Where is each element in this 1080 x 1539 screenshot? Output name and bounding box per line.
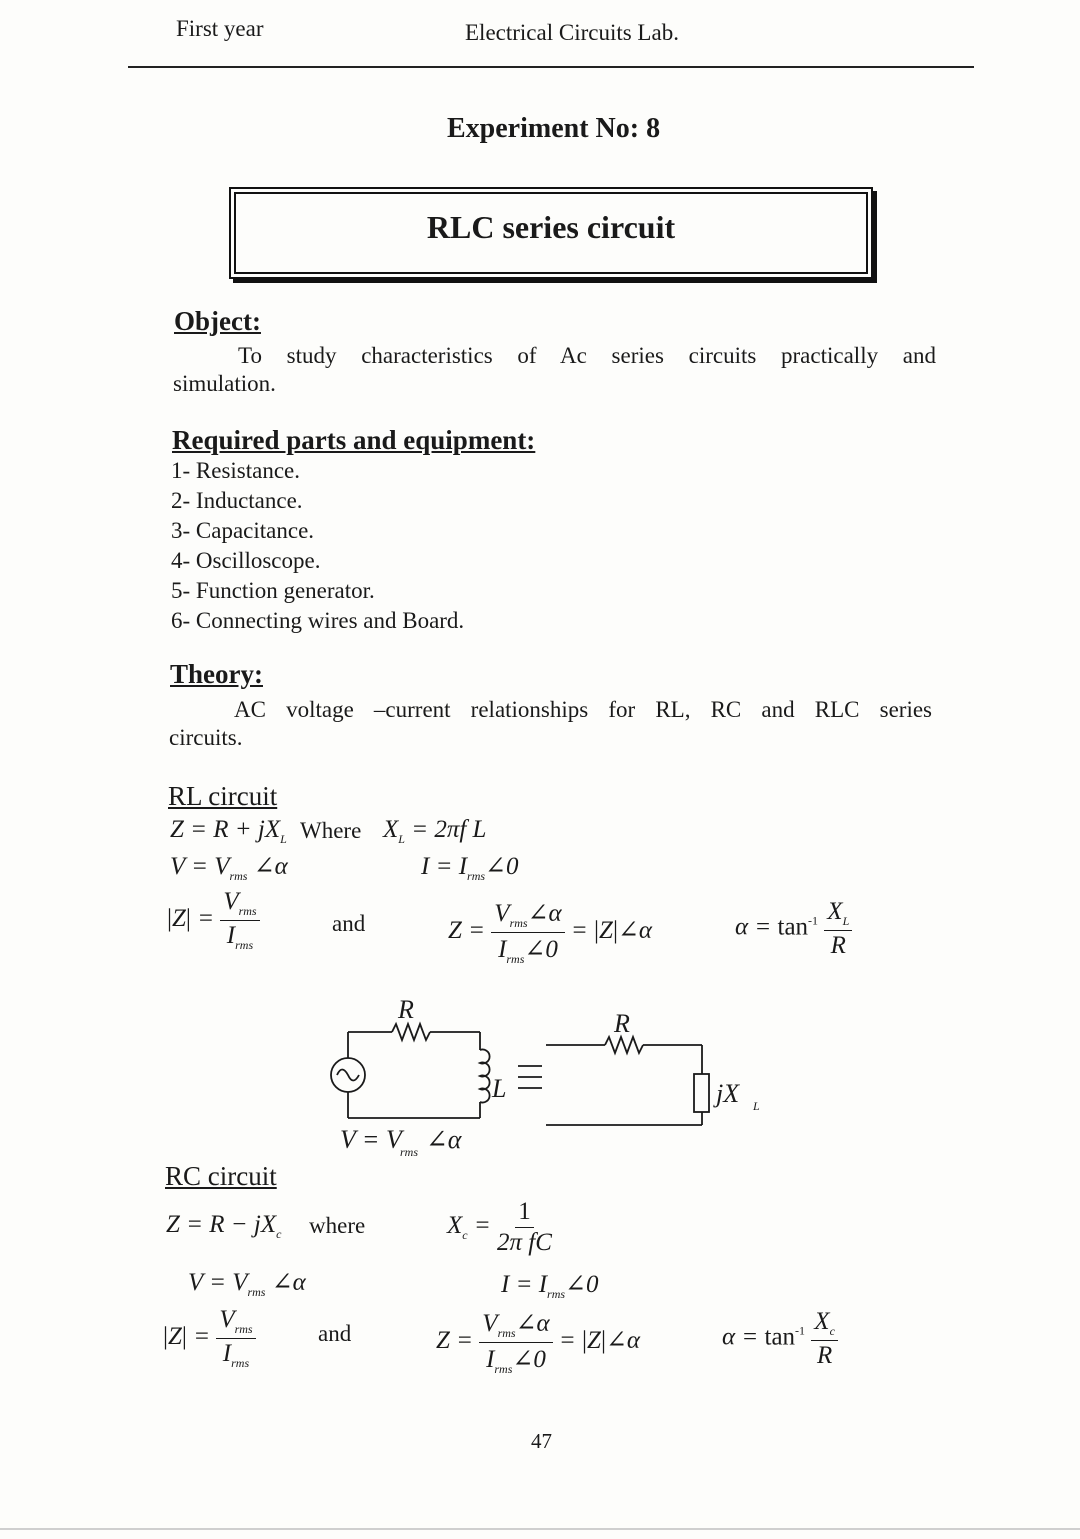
rc-impedance-eq: $Z = R - jX_c$: [166, 1211, 282, 1241]
rc-heading: RC circuit: [165, 1161, 277, 1191]
theory-text-line1: AC voltage –current relationships for RL, RC and RLC series: [234, 697, 932, 722]
inductor-icon: [480, 1050, 490, 1103]
page-number: 47: [531, 1429, 552, 1453]
rl-label-r2: R: [614, 1009, 630, 1038]
rc-current-eq: $I = I_{rms}\angle 0$: [501, 1271, 599, 1301]
impedance-box: [694, 1074, 709, 1112]
rl-angle-eq: $\alpha = \tan^{-1}$ $\frac{X_L}{R}$: [735, 898, 852, 960]
list-item: 5- Function generator.: [171, 578, 375, 603]
required-heading: Required parts and equipment:: [172, 425, 536, 455]
list-item: 6- Connecting wires and Board.: [171, 608, 465, 633]
resistor-icon: [605, 1037, 643, 1053]
list-item: 4- Oscilloscope.: [171, 548, 321, 573]
rl-and: and: [332, 911, 366, 936]
header-center: Electrical Circuits Lab.: [465, 20, 679, 45]
theory-heading: Theory:: [170, 659, 263, 689]
rl-source-sub: rms: [400, 1145, 419, 1159]
rc-and: and: [318, 1321, 352, 1346]
rc-voltage-eq: $V = V_{rms}$ ∠α: [188, 1269, 306, 1299]
theory-text-line2: circuits.: [169, 725, 243, 750]
ac-source-wave: [337, 1070, 359, 1081]
scan-edge: [0, 1528, 1080, 1530]
rl-heading: RL circuit: [168, 781, 278, 811]
rl-label-jx-sub: L: [753, 1099, 760, 1113]
rl-source-angle: ∠α: [426, 1125, 462, 1154]
object-text-line2: simulation.: [173, 371, 276, 396]
title-box: [229, 187, 873, 279]
header-rule: [128, 66, 974, 68]
rc-angle-eq: $\alpha = \tan^{-1}$ $\frac{X_c}{R}$: [722, 1308, 838, 1370]
page-title: RLC series circuit: [426, 209, 676, 245]
rl-magnitude-eq: |Z| = $\frac{V_{rms}}{I_{rms}}$: [167, 888, 260, 953]
rl-phasor-eq: Z = $\frac{V_{rms}\angle\alpha}{I_{rms}\angle 0}$ = |Z|∠α: [448, 900, 653, 966]
rl-label-jx: jX: [716, 1079, 740, 1108]
experiment-number: Experiment No: 8: [447, 113, 661, 144]
rc-magnitude-eq: |Z| = $\frac{V_{rms}}{I_{rms}}$: [163, 1306, 256, 1371]
resistor-icon: [392, 1024, 430, 1040]
rl-label-l: L: [492, 1074, 507, 1103]
rc-xc-eq: $X_c$ = $\frac{1}{\text{2π fC}}$: [447, 1198, 552, 1256]
rl-circuit-diagram: [320, 990, 790, 1160]
rl-source-label: V = V: [340, 1125, 402, 1154]
list-item: 1- Resistance.: [171, 458, 301, 483]
rl-current-eq: $I = I_{rms}\angle 0$: [421, 853, 519, 883]
rl-xl-eq: $X_L = 2\pi f$ L: [383, 816, 487, 846]
rc-where: where: [309, 1213, 366, 1238]
rl-voltage-eq: $V = V_{rms}$ ∠α: [170, 853, 288, 883]
list-item: 3- Capacitance.: [171, 518, 315, 543]
rl-where: Where: [300, 818, 362, 843]
equipment-list: [171, 456, 464, 636]
list-item: 2- Inductance.: [171, 488, 303, 513]
header-left: First year: [176, 16, 264, 41]
rl-label-r: R: [398, 995, 414, 1024]
rc-phasor-eq: Z = $\frac{V_{rms}\angle\alpha}{I_{rms}\angle 0}$ = |Z|∠α: [436, 1310, 641, 1376]
rl-impedance-eq: $Z = R + jX_L$: [170, 816, 287, 846]
object-text-line1: To study characteristics of Ac series circuits practically and: [238, 343, 936, 368]
object-heading: Object:: [174, 306, 261, 336]
